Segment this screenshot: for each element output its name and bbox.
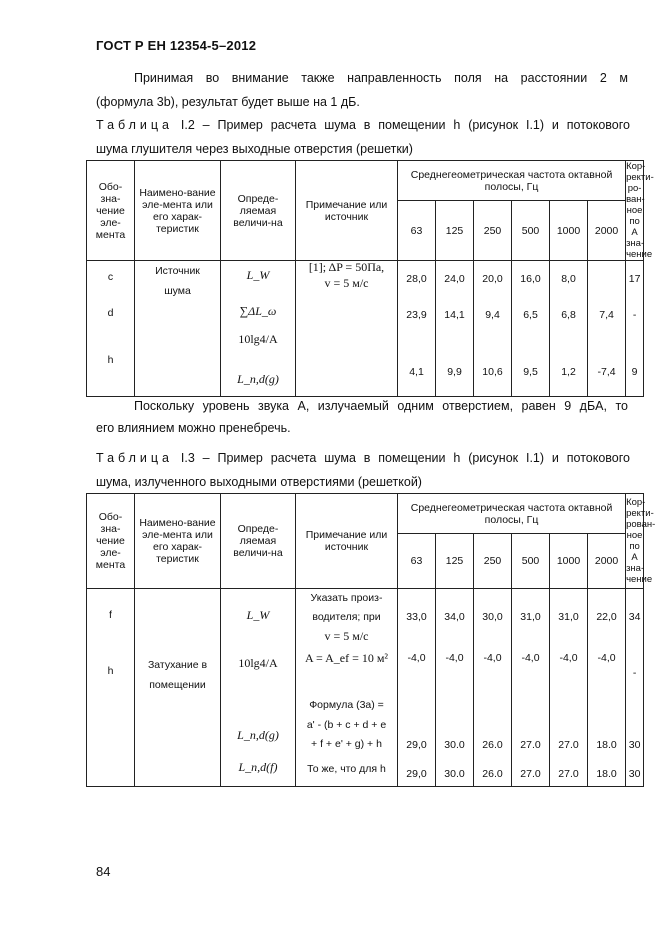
quantity-column	[221, 261, 296, 397]
values-125	[436, 261, 474, 397]
value-cell: 34,0	[444, 611, 465, 623]
value-cell: -	[632, 667, 637, 679]
values-corrected	[626, 261, 644, 397]
note-line: водителя; при	[312, 611, 381, 623]
caption-text: I.2 – Пример расчета шума в помещении h (рисунок I.1) и потокового	[180, 118, 630, 132]
element-column	[87, 261, 135, 397]
note-line: Формула (3a) =	[309, 699, 384, 711]
header-element-name: Наимено-вание эле-мента или его харак-теристик	[135, 494, 221, 589]
quantity-lnd-f: L_n,d(f)	[238, 760, 278, 774]
value-cell: -4,0	[597, 652, 616, 664]
quantity-column	[221, 589, 296, 787]
note-line: A = A_ef = 10 м²	[304, 651, 389, 665]
freq-2000: 2000	[588, 201, 626, 261]
values-2000	[588, 589, 626, 787]
value-cell: 9,5	[523, 366, 538, 378]
value-cell: 29,0	[406, 739, 427, 751]
value-cell: 30.0	[444, 739, 465, 751]
value-cell: 6,5	[523, 309, 538, 321]
header-designation: Обо-зна-чение эле-мента	[87, 494, 135, 589]
values-63	[398, 589, 436, 787]
freq-1000: 1000	[550, 534, 588, 589]
value-cell: 26.0	[482, 768, 503, 780]
note-line: a' - (b + c + d + e	[306, 719, 387, 731]
table-i2	[86, 160, 654, 397]
freq-250: 250	[474, 534, 512, 589]
value-cell: 14,1	[444, 309, 465, 321]
value-cell: 31,0	[520, 611, 541, 623]
value-cell: 23,9	[406, 309, 427, 321]
paragraph-1-line-1: Принимая во внимание также направленность поля на расстоянии 2 м	[134, 71, 628, 85]
table-i3-caption	[96, 446, 630, 494]
header-corrected-a: Кор-ректи-ро-ван-ное по А зна-чение	[626, 161, 654, 260]
header-note: Примечание или источник	[296, 161, 398, 261]
value-cell: 28,0	[406, 273, 427, 285]
value-cell: 16,0	[520, 273, 541, 285]
quantity-lw: L_W	[246, 268, 270, 282]
values-63	[398, 261, 436, 397]
values-250	[474, 589, 512, 787]
values-500	[512, 589, 550, 787]
value-cell: 9,9	[447, 366, 462, 378]
quantity-10lg4a: 10lg4/A	[238, 656, 278, 670]
paragraph-2-line-1: Поскольку уровень звука A, излучаемый одним отверстием, равен 9 дБA, то	[134, 399, 628, 413]
value-cell: 20,0	[482, 273, 503, 285]
table-i3	[86, 493, 656, 787]
element-name: Источник шума	[155, 265, 200, 297]
values-125	[436, 589, 474, 787]
value-cell: -4,0	[445, 652, 464, 664]
paragraph-2-line-2: его влиянием можно пренебречь.	[96, 421, 291, 435]
note-column	[296, 261, 398, 397]
caption-label: Таблица	[96, 451, 174, 465]
values-corrected	[626, 589, 644, 787]
header-quantity: Опреде-ляемая величи-на	[221, 494, 296, 589]
value-cell: -4,0	[407, 652, 426, 664]
note-line: v = 5 м/с	[324, 629, 369, 643]
freq-500: 500	[512, 534, 550, 589]
value-cell: 18.0	[596, 768, 617, 780]
quantity-10lg4a: 10lg4/A	[238, 332, 278, 346]
note-line-2: v = 5 м/с	[324, 276, 369, 290]
document-header: ГОСТ Р ЕН 12354-5–2012	[96, 38, 257, 53]
value-cell: 24,0	[444, 273, 465, 285]
value-cell: 22,0	[596, 611, 617, 623]
quantity-lnd-g: L_n,d(g)	[237, 372, 279, 386]
header-quantity: Опреде-ляемая величи-на	[221, 161, 296, 261]
paragraph-1-line-2: (формула 3b), результат будет выше на 1 дБ.	[96, 95, 360, 109]
value-cell: 9	[631, 366, 638, 378]
value-cell: 30.0	[444, 768, 465, 780]
freq-500: 500	[512, 201, 550, 261]
value-cell: -4,0	[483, 652, 502, 664]
values-1000	[550, 589, 588, 787]
element-h: h	[107, 354, 114, 366]
header-frequency-group: Среднегеометрическая частота октавной полосы, Гц	[398, 161, 626, 201]
note-line: То же, что для h	[307, 763, 386, 775]
note-column	[296, 589, 398, 787]
caption-label: Таблица	[96, 118, 174, 132]
caption-text: I.3 – Пример расчета шума в помещении h (рисунок I.1) и потокового	[180, 451, 630, 465]
freq-250: 250	[474, 201, 512, 261]
quantity-sum-dl: ∑ΔL_ω	[239, 304, 277, 318]
value-cell: -4,0	[521, 652, 540, 664]
value-cell: 6,8	[561, 309, 576, 321]
quantity-lnd-g: L_n,d(g)	[237, 728, 279, 742]
freq-125: 125	[436, 534, 474, 589]
value-cell: 7,4	[599, 309, 614, 321]
page-number: 84	[96, 864, 111, 879]
value-cell: 30	[628, 739, 641, 751]
value-cell: -	[632, 309, 637, 321]
note-line: + f + e' + g) + h	[311, 738, 382, 750]
header-frequency-group: Среднегеометрическая частота октавной полосы, Гц	[398, 494, 626, 534]
values-500	[512, 261, 550, 397]
value-cell: -7,4	[597, 366, 616, 378]
value-cell: 27.0	[520, 739, 541, 751]
header-note: Примечание или источник	[296, 494, 398, 589]
value-cell: 30,0	[482, 611, 503, 623]
value-cell: 26.0	[482, 739, 503, 751]
value-cell: 31,0	[558, 611, 579, 623]
value-cell: 27.0	[520, 768, 541, 780]
value-cell: 29,0	[406, 768, 427, 780]
element-h: h	[107, 665, 114, 677]
freq-63: 63	[398, 201, 436, 261]
value-cell: 27.0	[558, 768, 579, 780]
caption-text-2: шума глушителя через выходные отверстия (решетки)	[96, 142, 413, 156]
table-i2-caption	[96, 113, 630, 161]
header-designation: Обо-зна-чение эле-мента	[87, 161, 135, 261]
caption-text-2: шума, излученного выходными отверстиями (решеткой)	[96, 475, 422, 489]
note-line: Указать произ-	[310, 592, 383, 604]
value-cell: 17	[628, 273, 641, 285]
header-element-name: Наимено-вание эле-мента или его харак-теристик	[135, 161, 221, 261]
element-name: Затухание в помещении	[147, 659, 208, 691]
value-cell: 27.0	[558, 739, 579, 751]
element-f: f	[109, 609, 112, 621]
freq-63: 63	[398, 534, 436, 589]
value-cell: 30	[628, 768, 641, 780]
element-d: d	[107, 307, 114, 319]
freq-1000: 1000	[550, 201, 588, 261]
value-cell: 18.0	[596, 739, 617, 751]
header-corrected-a: Кор-ректи-рован-ное по А зна-чение	[626, 494, 644, 589]
value-cell: 9,4	[485, 309, 500, 321]
value-cell: 1,2	[561, 366, 576, 378]
freq-125: 125	[436, 201, 474, 261]
value-cell: 34	[628, 611, 641, 623]
element-name-cell	[135, 589, 221, 787]
values-1000	[550, 261, 588, 397]
element-c: c	[107, 271, 114, 283]
note-line-1: [1]; ΔP = 50Па,	[308, 260, 385, 274]
element-column	[87, 589, 135, 787]
quantity-lw: L_W	[246, 608, 270, 622]
value-cell: 10,6	[482, 366, 503, 378]
value-cell: 4,1	[409, 366, 424, 378]
value-cell: 33,0	[406, 611, 427, 623]
values-2000	[588, 261, 626, 397]
element-name-cell	[135, 261, 221, 397]
value-cell: -4,0	[559, 652, 578, 664]
values-250	[474, 261, 512, 397]
freq-2000: 2000	[588, 534, 626, 589]
value-cell: 8,0	[561, 273, 576, 285]
